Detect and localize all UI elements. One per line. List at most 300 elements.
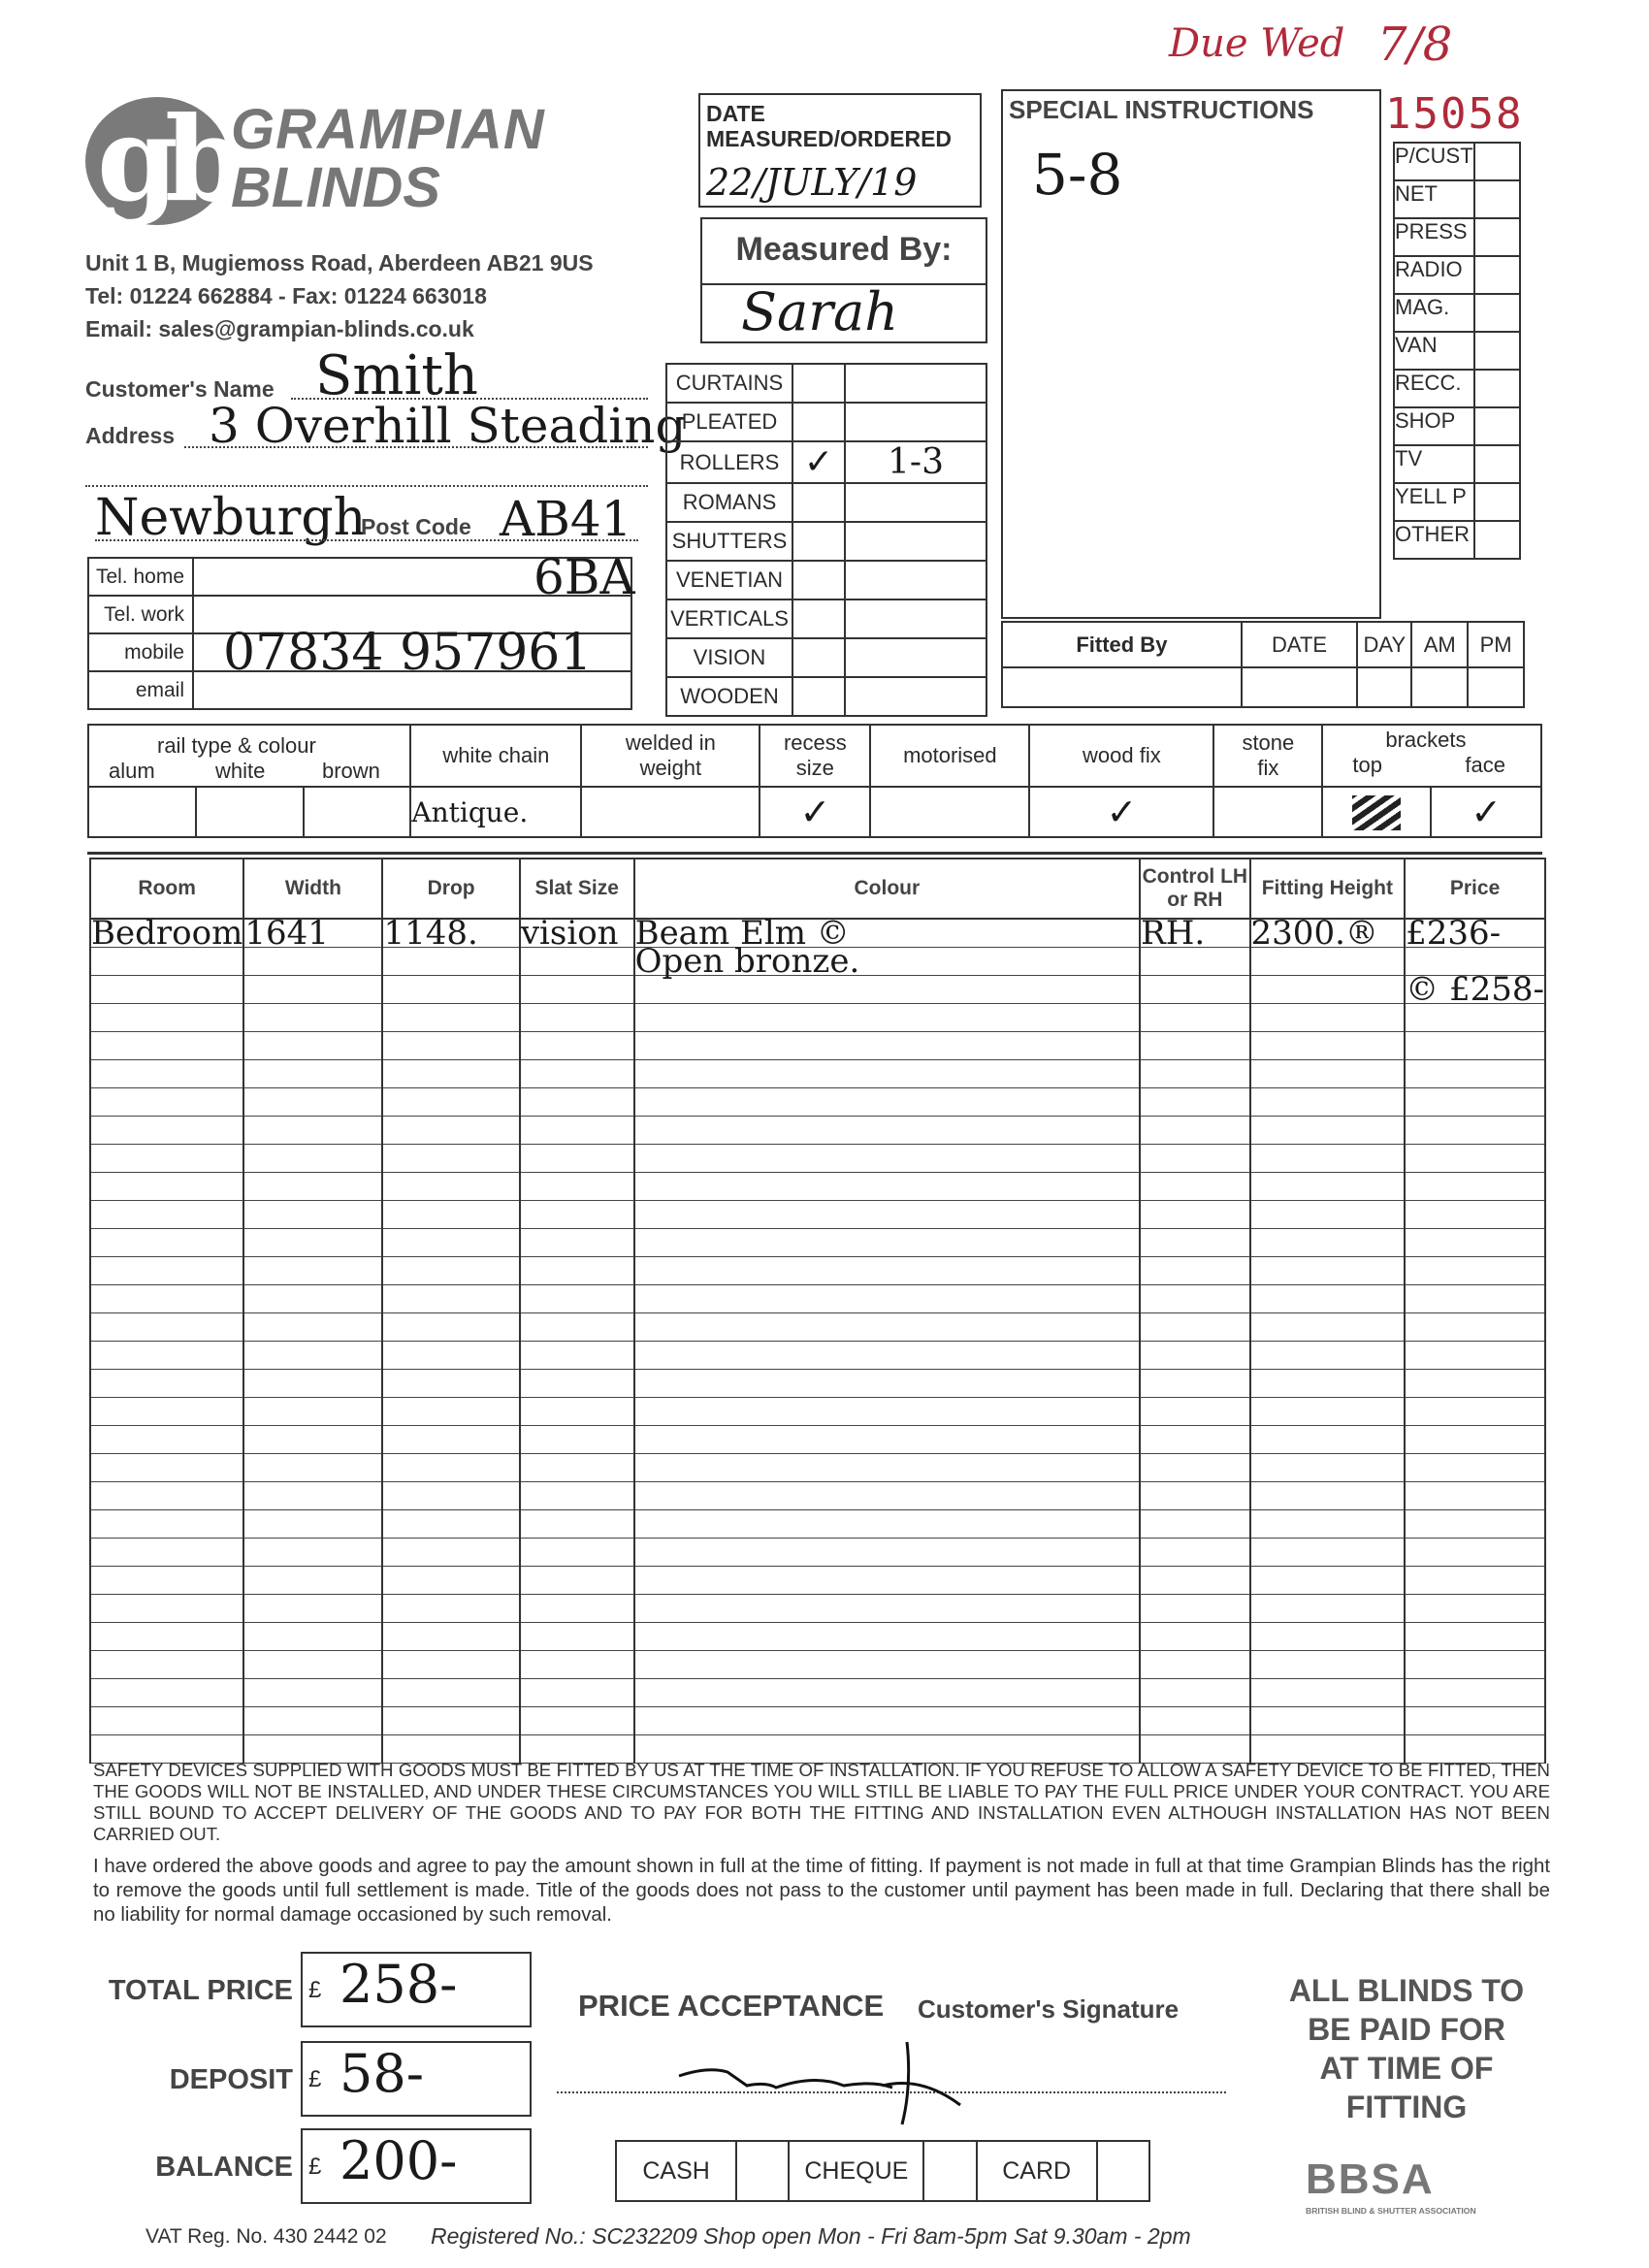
motorised-header: motorised [870,725,1029,787]
item-slat [520,1454,634,1482]
item-colour [634,1201,1141,1229]
item-height [1250,1088,1406,1117]
customer-name: Smith [315,344,478,407]
blind-type-tick [792,677,845,716]
recess-label-1: recess [783,730,847,755]
item-price [1405,1313,1545,1342]
item-control: RH. [1140,919,1249,948]
item-price [1405,1510,1545,1539]
item-price [1405,1370,1545,1398]
item-row [90,1088,1545,1117]
blind-types-table [665,363,987,717]
source-check [1474,445,1520,483]
item-height [1250,1145,1406,1173]
item-drop [382,1145,519,1173]
source-label: YELL P [1394,483,1474,521]
item-width [243,1285,382,1313]
fitting-height-header: Fitting Height [1250,859,1406,919]
brackets-top-value [1322,787,1431,837]
item-colour [634,1651,1141,1679]
source-label: TV [1394,445,1474,483]
customer-address: 3 Overhill Steading [209,398,687,454]
contact-row [88,633,631,671]
item-control [1140,1482,1249,1510]
item-control [1140,1173,1249,1201]
item-height [1250,1117,1406,1145]
item-price [1405,1679,1545,1707]
item-colour [634,1370,1141,1398]
item-colour: Beam Elm © [634,919,1141,948]
agreement-terms: I have ordered the above goods and agree to pay the amount shown in full at the time of fitting. If payment is not made in full at that time Grampian Blinds has the right to remove the goods until full settlement is made. Title of the goods does not pass to the customer until payment has been made in full. Declaring that there shall be no liability for normal damage occasioned by such removal. [93,1856,1550,1926]
item-height [1250,1623,1406,1651]
contact-value: 07834 957961 [193,633,631,671]
item-control [1140,1145,1249,1173]
item-room [90,1482,243,1510]
item-drop [382,1117,519,1145]
rail-white: white [215,759,266,783]
blind-type-note [845,483,986,522]
item-height [1250,1201,1406,1229]
item-price [1405,1145,1545,1173]
items-table [89,858,1546,1764]
item-width [243,1060,382,1088]
item-row [90,1398,1545,1426]
item-row [90,1173,1545,1201]
item-room [90,1032,243,1060]
item-room [90,976,243,1004]
measured-by-value: Sarah [741,281,898,342]
blind-type-row [666,522,986,561]
blind-type-label: SHUTTERS [666,522,792,561]
item-height [1250,1004,1406,1032]
item-width [243,1370,382,1398]
item-height [1250,1539,1406,1567]
item-price: £236- [1405,919,1545,948]
item-width [243,1004,382,1032]
customer-town: Newburgh [95,489,367,547]
item-slat [520,1370,634,1398]
item-row [90,1004,1545,1032]
item-control [1140,1032,1249,1060]
item-control [1140,1707,1249,1735]
wood-fix-header: wood fix [1029,725,1213,787]
room-header: Room [90,859,243,919]
total-box [301,1952,532,2027]
item-drop [382,1060,519,1088]
item-room [90,1229,243,1257]
item-row [90,1257,1545,1285]
blind-type-note [845,403,986,441]
acceptance-sub: Customer's Signature [918,1994,1180,2024]
blind-type-note [845,364,986,403]
item-row [90,1567,1545,1595]
payment-cash-box[interactable] [736,2141,789,2201]
item-colour [634,1285,1141,1313]
contact-label: Tel. home [88,558,193,596]
blind-type-row [666,364,986,403]
section-rule [87,852,1542,855]
item-row [90,1426,1545,1454]
item-width [243,1454,382,1482]
fitted-date-label: DATE [1242,622,1358,667]
blind-type-label: ROLLERS [666,441,792,483]
fitted-pm-label: PM [1468,622,1524,667]
blind-type-tick [792,403,845,441]
item-room [90,1595,243,1623]
fitted-date-value [1242,667,1358,707]
total-box [301,2128,532,2204]
item-row [90,1285,1545,1313]
source-check [1474,143,1520,180]
item-width [243,1117,382,1145]
item-drop [382,1454,519,1482]
item-price [1405,1342,1545,1370]
blind-type-tick [792,483,845,522]
item-height [1250,1454,1406,1482]
item-price [1405,1595,1545,1623]
item-control [1140,1004,1249,1032]
item-drop [382,1679,519,1707]
item-price [1405,1707,1545,1735]
payment-cheque-label: CHEQUE [789,2141,923,2201]
payment-card-box[interactable] [1097,2141,1149,2201]
item-slat [520,1651,634,1679]
contact-label: mobile [88,633,193,671]
item-width [243,1623,382,1651]
item-control [1140,1398,1249,1426]
slat-size-header: Slat Size [520,859,634,919]
customer-signature [669,2027,989,2134]
rail-type-header [88,725,410,787]
item-width [243,1342,382,1370]
rail-brown: brown [322,759,380,783]
welded-label-1: welded in [625,730,716,755]
blind-type-row [666,599,986,638]
item-height [1250,1342,1406,1370]
item-control [1140,976,1249,1004]
item-width [243,1088,382,1117]
item-colour [634,1707,1141,1735]
item-drop [382,1623,519,1651]
alum-value [88,787,196,837]
item-row [90,1651,1545,1679]
item-control [1140,1229,1249,1257]
item-drop [382,1595,519,1623]
total-currency: £ [308,2066,322,2092]
bbsa-logo: BBSA [1306,2155,1435,2203]
company-name-1: GRAMPIAN [231,98,545,161]
item-control [1140,1679,1249,1707]
item-price [1405,1117,1545,1145]
item-colour [634,1454,1141,1482]
item-drop [382,1539,519,1567]
source-row [1394,483,1520,521]
item-colour [634,1088,1141,1117]
item-colour [634,1145,1141,1173]
recess-label-2: size [795,756,834,780]
item-price [1405,1032,1545,1060]
special-label: SPECIAL INSTRUCTIONS [1009,95,1314,124]
item-height [1250,1482,1406,1510]
item-height [1250,1426,1406,1454]
item-price [1405,1482,1545,1510]
item-colour: Open bronze. [634,948,1141,976]
item-colour [634,1117,1141,1145]
item-slat [520,1313,634,1342]
item-height [1250,976,1406,1004]
item-width [243,1595,382,1623]
item-width [243,1032,382,1060]
item-height [1250,1398,1406,1426]
measured-by-label: Measured By: [735,231,953,268]
company-name-2: BLINDS [231,156,440,219]
item-room [90,1370,243,1398]
item-height [1250,1595,1406,1623]
item-price [1405,1060,1545,1088]
item-slat [520,1088,634,1117]
item-height [1250,1679,1406,1707]
payment-table [615,2140,1150,2202]
item-width [243,1651,382,1679]
item-row [90,1482,1545,1510]
item-row [90,1454,1545,1482]
payment-card-label: CARD [977,2141,1097,2201]
total-label: BALANCE [155,2152,293,2183]
white-value [196,787,304,837]
source-check [1474,370,1520,407]
item-price [1405,1088,1545,1117]
source-label: P/CUST [1394,143,1474,180]
item-slat [520,1145,634,1173]
item-price [1405,1285,1545,1313]
item-slat [520,1004,634,1032]
item-slat [520,1173,634,1201]
item-width [243,1482,382,1510]
source-row [1394,218,1520,256]
item-room [90,1145,243,1173]
fitted-day-value [1357,667,1411,707]
fitted-am-value [1411,667,1468,707]
blind-type-row [666,561,986,599]
source-label: MAG. [1394,294,1474,332]
item-price [1405,1229,1545,1257]
item-drop [382,1370,519,1398]
item-drop: 1148. [382,919,519,948]
special-value: 5-8 [1032,142,1123,208]
item-price [1405,1651,1545,1679]
item-row [90,1679,1545,1707]
welded-label-2: weight [639,756,702,780]
notice-line-4: FITTING [1345,2090,1468,2124]
item-drop [382,1651,519,1679]
item-room [90,1257,243,1285]
item-drop [382,976,519,1004]
price-header: Price [1405,859,1545,919]
contact-label: email [88,671,193,709]
bbsa-sub: BRITISH BLIND & SHUTTER ASSOCIATION [1306,2206,1476,2216]
source-check [1474,180,1520,218]
item-control [1140,1651,1249,1679]
source-label: SHOP [1394,407,1474,445]
item-room [90,1679,243,1707]
notice-line-3: AT TIME OF [1319,2051,1494,2086]
item-width [243,1539,382,1567]
item-slat [520,1201,634,1229]
date-box [698,93,982,208]
item-slat [520,1623,634,1651]
contact-label: Tel. work [88,596,193,633]
total-box [301,2041,532,2117]
blind-type-row [666,441,986,483]
payment-notice [1261,1971,1552,2126]
item-colour [634,1004,1141,1032]
face-tick: ✓ [1431,787,1541,837]
source-check [1474,256,1520,294]
item-control [1140,1510,1249,1539]
company-email: Email: sales@grampian-blinds.co.uk [85,316,474,341]
item-drop [382,1313,519,1342]
item-row [90,1117,1545,1145]
stone-fix-value [1213,787,1322,837]
source-row [1394,407,1520,445]
blind-type-tick [792,522,845,561]
blind-type-note: 1-3 [845,441,986,483]
fitted-day-label: DAY [1357,622,1411,667]
recess-header [760,725,870,787]
item-room [90,1510,243,1539]
item-control [1140,1257,1249,1285]
item-drop [382,1032,519,1060]
date-value: 22/JULY/19 [706,161,918,204]
order-number: 15058 [1385,89,1524,139]
source-label: VAN [1394,332,1474,370]
item-row [90,1032,1545,1060]
item-slat [520,1229,634,1257]
item-slat [520,1060,634,1088]
brackets-top-label: top [1352,753,1382,777]
customer-postcode-2: 6BA [534,549,635,605]
item-price [1405,1257,1545,1285]
item-room [90,1117,243,1145]
item-height [1250,1313,1406,1342]
blind-type-row [666,677,986,716]
item-room [90,1173,243,1201]
item-row [90,1145,1545,1173]
item-room [90,1539,243,1567]
item-height [1250,1229,1406,1257]
payment-cash-label: CASH [616,2141,736,2201]
item-row [90,1707,1545,1735]
item-slat [520,1117,634,1145]
postcode-label: Post Code [361,514,471,539]
item-height [1250,1510,1406,1539]
item-control [1140,1342,1249,1370]
scribble-mark [1352,795,1401,830]
item-control [1140,1088,1249,1117]
source-row [1394,294,1520,332]
blind-type-row [666,638,986,677]
company-phone: Tel: 01224 662884 - Fax: 01224 663018 [85,283,487,308]
item-control [1140,1426,1249,1454]
item-slat [520,1342,634,1370]
vat-number: VAT Reg. No. 430 2442 02 [146,2225,387,2248]
blind-type-tick: ✓ [792,441,845,483]
rail-label: rail type & colour [157,733,316,758]
item-room [90,1398,243,1426]
item-width [243,1145,382,1173]
item-drop [382,1707,519,1735]
item-price [1405,1623,1545,1651]
item-slat [520,1679,634,1707]
item-room [90,1088,243,1117]
item-row [90,1201,1545,1229]
item-drop [382,1510,519,1539]
item-control [1140,1060,1249,1088]
control-header: Control LH or RH [1140,859,1249,919]
rail-alum: alum [109,759,155,783]
blind-type-tick [792,599,845,638]
item-colour [634,1342,1141,1370]
item-slat [520,1539,634,1567]
item-room [90,1004,243,1032]
customer-name-label: Customer's Name [85,376,275,402]
stone-fix-header [1213,725,1322,787]
item-height [1250,1060,1406,1088]
item-width: 1641 [243,919,382,948]
source-label: OTHER [1394,521,1474,559]
item-height [1250,1651,1406,1679]
item-price [1405,1398,1545,1426]
payment-cheque-box[interactable] [923,2141,976,2201]
item-price: © £258- [1406,970,1544,1009]
item-colour [634,1426,1141,1454]
item-height [1250,1285,1406,1313]
blind-type-row [666,403,986,441]
source-check [1474,483,1520,521]
registered-info: Registered No.: SC232209 Shop open Mon - Fri 8am-5pm Sat 9.30am - 2pm [431,2223,1191,2249]
item-width [243,1257,382,1285]
item-room [90,1454,243,1482]
total-currency: £ [308,2154,322,2180]
item-height [1250,1257,1406,1285]
item-colour [634,1482,1141,1510]
item-slat [520,1426,634,1454]
source-row [1394,256,1520,294]
item-room [90,1623,243,1651]
item-width [243,1313,382,1342]
item-price [1405,1201,1545,1229]
brackets-label: brackets [1385,728,1467,752]
blind-type-tick [792,638,845,677]
item-colour [634,1679,1141,1707]
company-address: Unit 1 B, Mugiemoss Road, Aberdeen AB21 9US [85,250,594,275]
brown-value [304,787,411,837]
item-drop [382,1173,519,1201]
total-label: TOTAL PRICE [108,1975,293,2006]
item-row [90,1342,1545,1370]
item-room [90,1060,243,1088]
item-width [243,1426,382,1454]
item-control [1140,1567,1249,1595]
items-header-row [90,859,1545,919]
item-row [90,1313,1545,1342]
item-colour [634,1539,1141,1567]
item-colour [634,1229,1141,1257]
item-drop [382,1567,519,1595]
item-drop [382,1426,519,1454]
source-row [1394,143,1520,180]
item-drop [382,1004,519,1032]
